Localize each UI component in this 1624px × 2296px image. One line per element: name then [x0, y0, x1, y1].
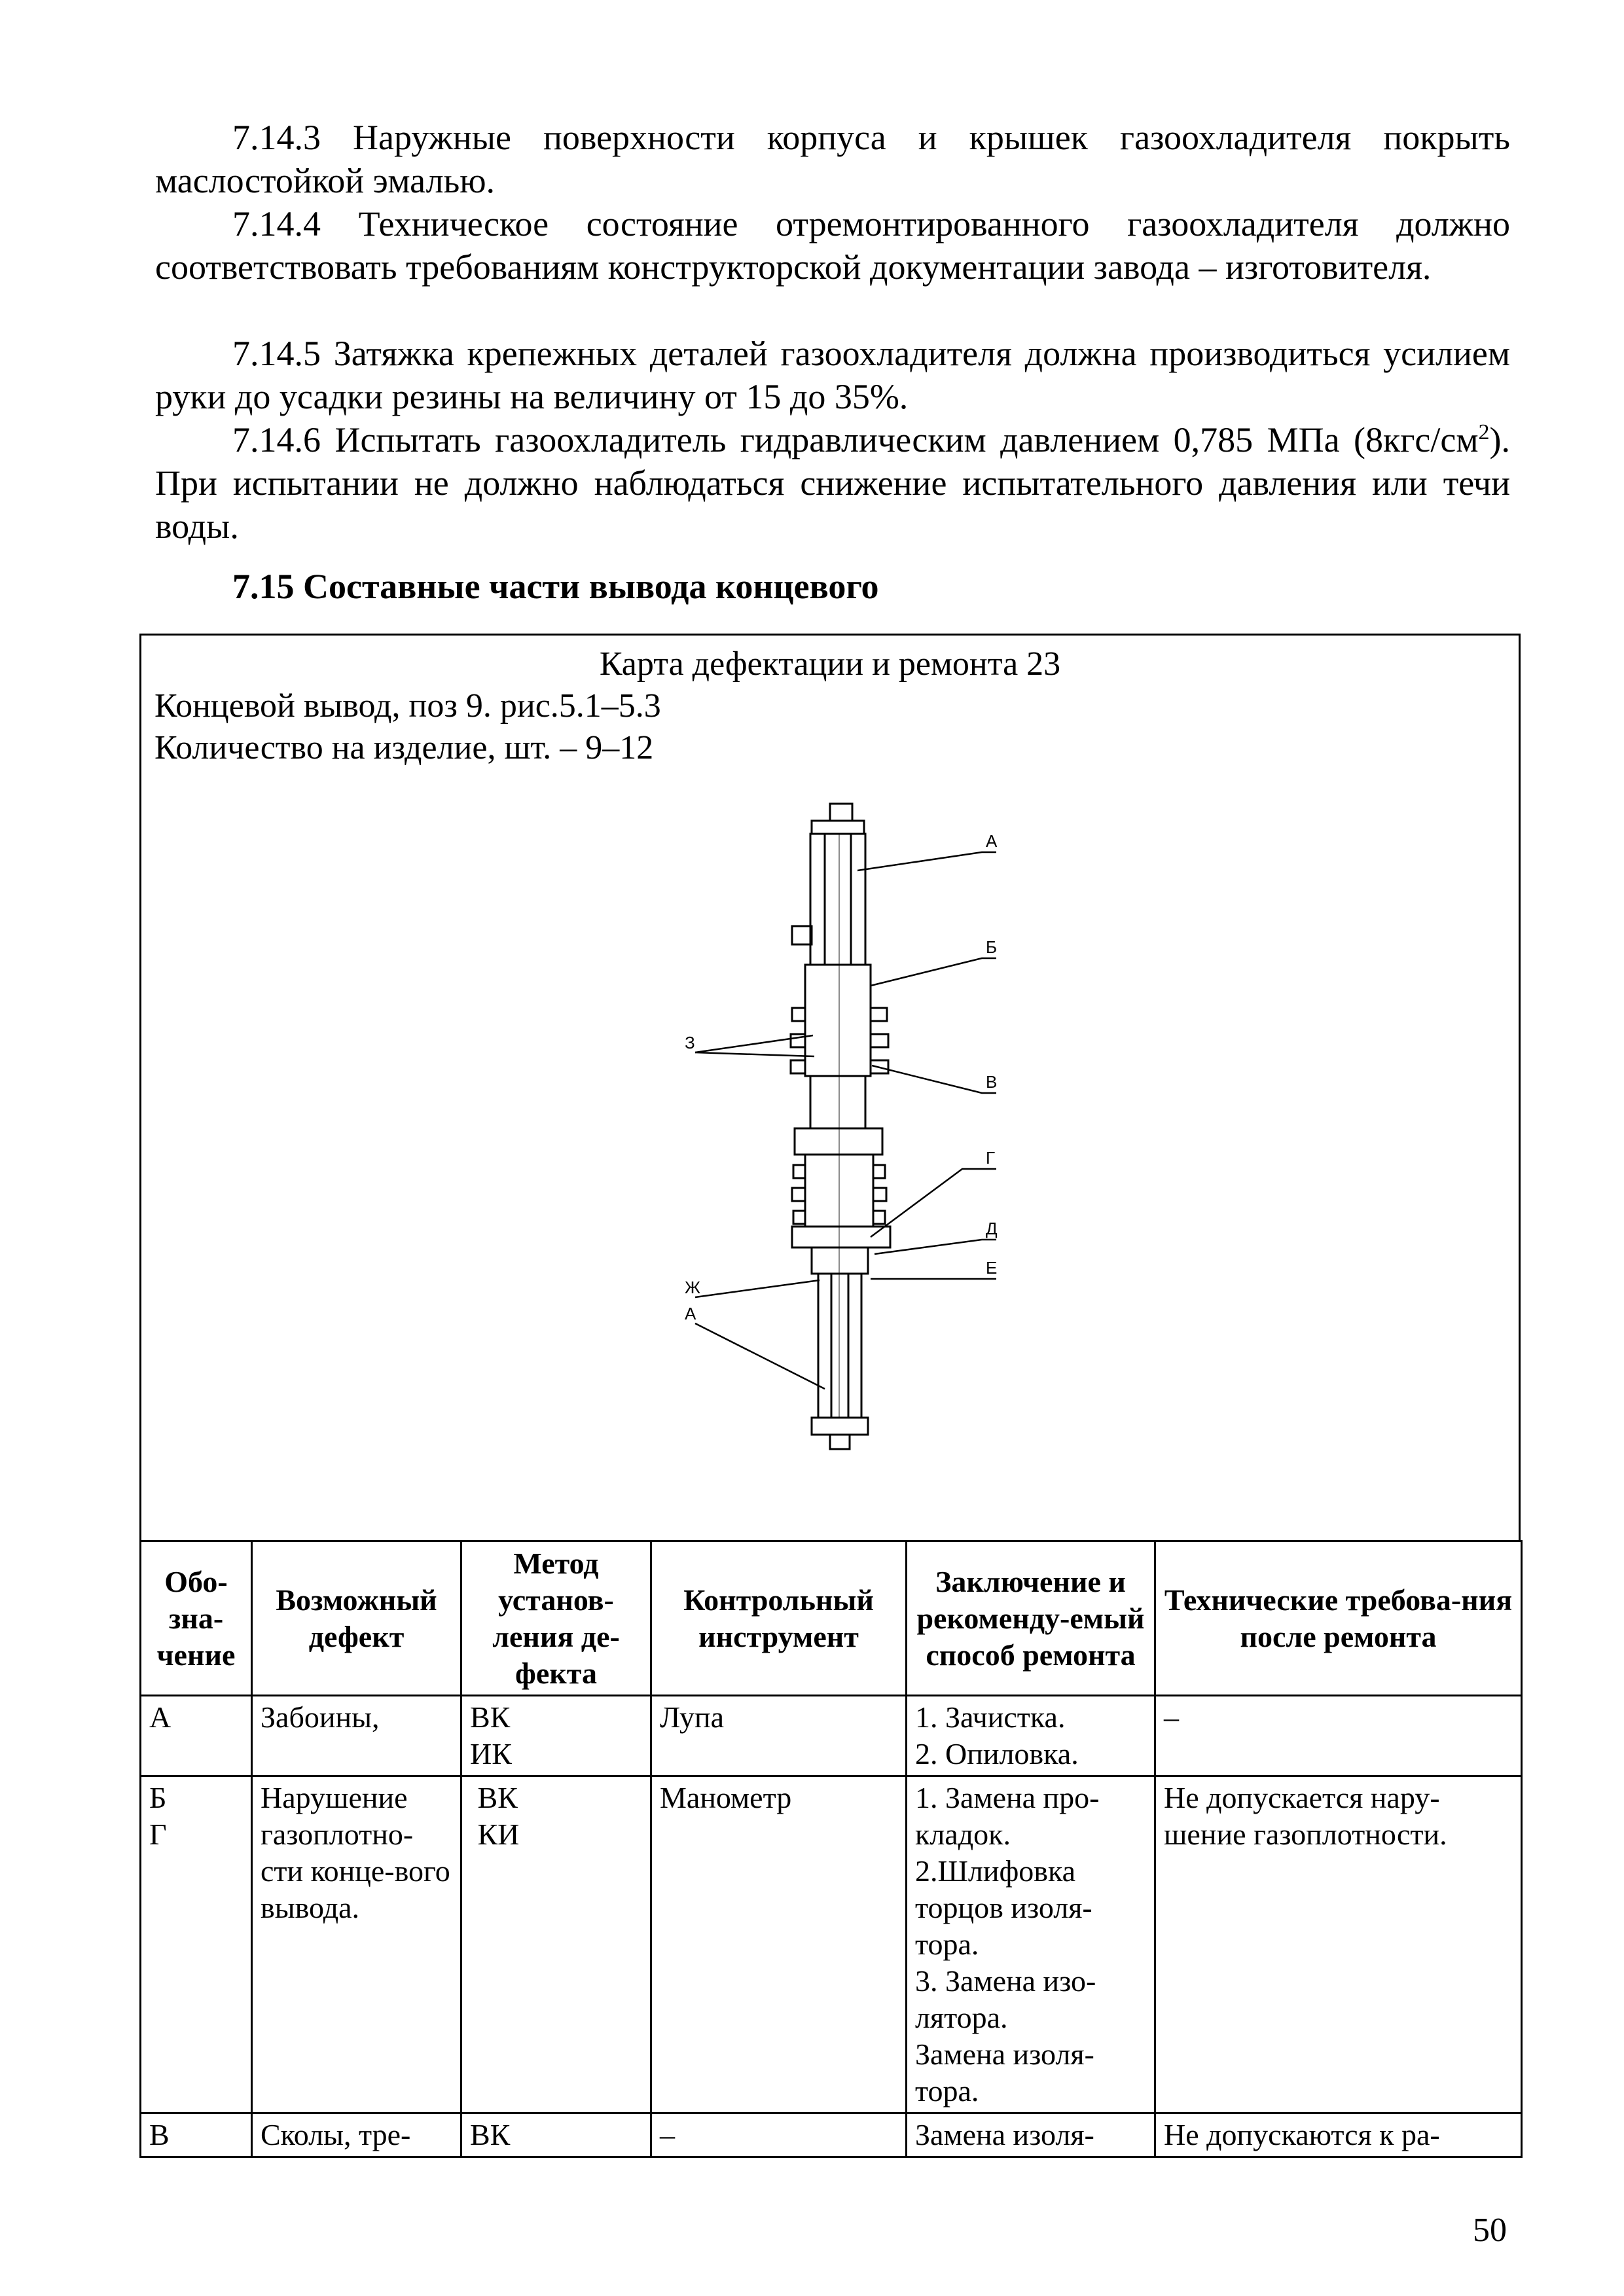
leader-zh: [695, 1280, 820, 1297]
cell-method: ВК: [461, 2113, 651, 2157]
table-row: [141, 1776, 1522, 2113]
bottom-cap: [830, 1435, 850, 1449]
paragraph-7-14-6: [155, 418, 1510, 548]
label-v: В: [986, 1072, 998, 1092]
card-item-line: Концевой вывод, поз 9. рис.5.1–5.3: [154, 687, 661, 725]
paragraph-7-14-3: 7.14.3 Наружные поверхности корпуса и крышек газоохладителя покрыть маслостойкой эмалью.: [155, 118, 1510, 200]
upper-ribs-right: [871, 1008, 888, 1073]
cell-conclusion: 1. Замена про-кладок. 2.Шлифовка торцов изоля-тора. 3. Замена изо-лятора. Замена изоля-тора.: [907, 1776, 1155, 2113]
lower-ribs-left: [792, 1165, 805, 1224]
paragraph-7-14-5: 7.14.5 Затяжка крепежных деталей газоохладителя должна производиться усилием руки до усадки резины на величину от 15 до 35%.: [155, 334, 1510, 416]
defect-table: [139, 1540, 1523, 2158]
upper-ribs-left: [791, 1008, 805, 1073]
cell-method: ВК КИ: [461, 1776, 651, 2113]
label-d: Д: [986, 1219, 998, 1238]
cell-defect: Нарушение газоплотно-сти конце-вого вывода.: [252, 1776, 461, 2113]
mid-body: [810, 1076, 865, 1128]
header-conclusion: Заключение и рекоменду-емый способ ремонта: [907, 1541, 1155, 1696]
paragraph-7-14-4: 7.14.4 Техническое состояние отремонтированного газоохладителя должно соответствовать требованиям конструкторской документации завода – изготовителя.: [155, 204, 1510, 287]
label-a-bottom: А: [685, 1304, 696, 1323]
paragraph-7-14-6-after: ). При испытании не должно наблюдаться снижение испытательного давления или течи воды.: [155, 420, 1510, 546]
bottom-stem: [818, 1274, 861, 1418]
leader-b: [871, 958, 996, 986]
cell-designation: Б Г: [141, 1776, 252, 2113]
top-stem: [810, 834, 865, 965]
cell-requirements: –: [1155, 1696, 1522, 1776]
cell-instrument: Лупа: [651, 1696, 907, 1776]
cell-requirements: Не допускаются к ра-: [1155, 2113, 1522, 2157]
header-designation: Обо-зна-чение: [141, 1541, 252, 1696]
cell-method: ВК ИК: [461, 1696, 651, 1776]
leader-z-2: [695, 1052, 814, 1056]
cell-designation: А: [141, 1696, 252, 1776]
middle-flange: [795, 1128, 882, 1155]
gasket-ring: [812, 1247, 868, 1274]
leader-a-top: [857, 852, 996, 870]
cell-designation: В: [141, 2113, 252, 2157]
lower-ribs-right: [873, 1165, 886, 1224]
header-method: Метод установ-ления де-фекта: [461, 1541, 651, 1696]
table-row: [141, 2113, 1522, 2157]
card-title: Карта дефектации и ремонта 23: [599, 645, 1061, 683]
leader-v: [872, 1066, 996, 1093]
cell-defect: Забоины,: [252, 1696, 461, 1776]
cell-conclusion: Замена изоля-: [907, 2113, 1155, 2157]
cell-instrument: Манометр: [651, 1776, 907, 2113]
cell-instrument: –: [651, 2113, 907, 2157]
header-requirements: Технические требова-ния после ремонта: [1155, 1541, 1522, 1696]
top-nut: [812, 821, 864, 834]
label-a-top: А: [986, 831, 998, 851]
leader-z-1: [695, 1035, 813, 1052]
header-defect: Возможный дефект: [252, 1541, 461, 1696]
bottom-nut: [812, 1418, 868, 1435]
table-row: [141, 1696, 1522, 1776]
paragraph-7-14-6-before: 7.14.6 Испытать газоохладитель гидравлическим давлением 0,785 МПа (8кгс/см: [232, 420, 1479, 459]
bottom-flange: [792, 1227, 890, 1247]
cell-requirements: Не допускается нару-шение газоплотности.: [1155, 1776, 1522, 2113]
label-g: Г: [986, 1148, 996, 1168]
page-number: 50: [1473, 2212, 1507, 2249]
cell-conclusion: 1. Зачистка. 2. Опиловка.: [907, 1696, 1155, 1776]
superscript: 2: [1478, 420, 1490, 444]
top-cap: [830, 804, 852, 821]
cell-defect: Сколы, тре-: [252, 2113, 461, 2157]
label-b: Б: [986, 937, 998, 957]
table-header-row: [141, 1541, 1522, 1696]
upper-sleeve: [805, 965, 871, 1076]
label-zh: Ж: [685, 1278, 701, 1297]
terminal-lead-drawing: [655, 792, 1021, 1453]
section-heading: 7.15 Составные части вывода концевого: [232, 567, 879, 606]
side-fitting: [792, 926, 812, 944]
card-quantity-line: Количество на изделие, шт. – 9–12: [154, 729, 654, 766]
label-e: Е: [986, 1258, 998, 1278]
leader-a-bottom: [695, 1323, 825, 1389]
leader-d: [875, 1240, 996, 1254]
label-z: З: [685, 1033, 695, 1052]
header-instrument: Контрольный инструмент: [651, 1541, 907, 1696]
